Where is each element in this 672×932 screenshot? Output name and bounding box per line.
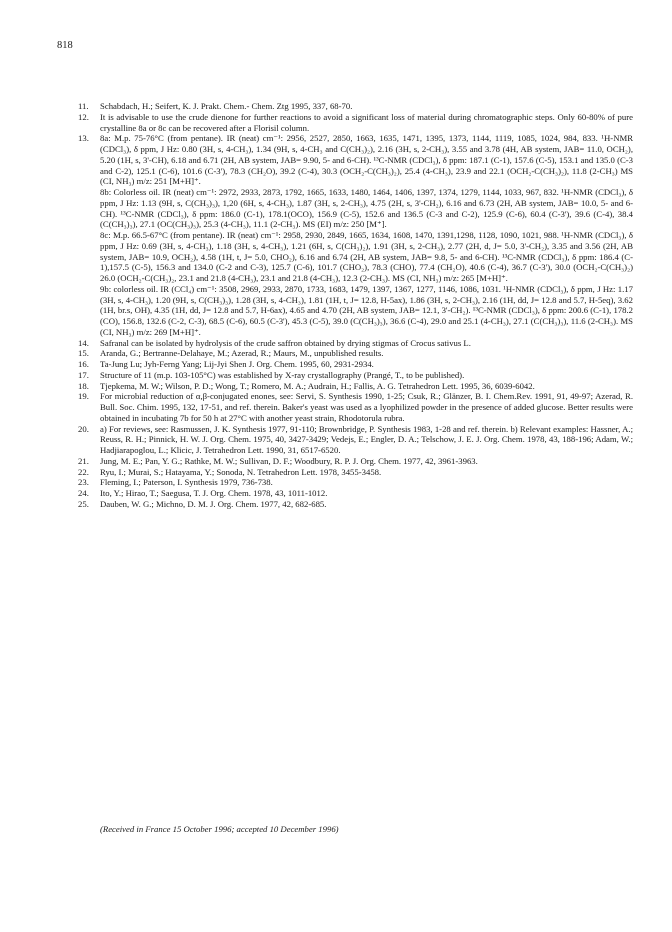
reference-number: 16. (78, 359, 89, 369)
reference-list (78, 101, 633, 510)
reference-paragraph: Jung, M. E.; Pan, Y. G.; Rathke, M. W.; Sullivan, D. F.; Woodbury, R. P. J. Org. Chem. 1977, 42, 3961-3963. (100, 455, 478, 466)
reference-number: 14. (78, 337, 89, 348)
reference-item (78, 424, 633, 456)
reference-number: 24. (78, 488, 89, 498)
reference-number: 17. (78, 369, 89, 380)
reference-text (100, 359, 633, 370)
reference-text (100, 381, 633, 392)
reference-paragraph: 9b: colorless oil. IR (CCl₄) cm⁻¹: 3508, 2969, 2933, 2870, 1733, 1683, 1479, 1397, 1367, 1277, 1146, 1086, 1031. ¹H-NMR (CDCl₃), δ ppm, J Hz: 1.17 (3H, s, 4-CH₃), 1.20 (9H, s, C(CH₃)₃), 1.28 (3H, s, 4-CH₃), 1.81 (1H, t, J= 12.8, H-5ax), 1.86 (3H, s, 2-CH₃), 2.16 (1H, dd, J= 12.8 and 5.7, H-5eq), 3.62 (1H, br.s, OH), 4.35 (1H, dd, J= 12.8 and 5.7, H-6ax), 4.65 and 4.70 (2H, AB system, JAB= 12.1, 3'-CH₂). ¹³C-NMR (CDCl₃), δ ppm: 200.6 (C-1), 178.2 (CO), 156.8, 132.6 (C-2, C-3), 68.5 (C-6), 60.5 (C-3'), 45.3 (C-5), 39.0 (C(CH₃)₃), 36.6 (C-4), 29.0 and 25.1 (4-CH₃), 27.1 (C(CH₃)₃), 11.6 (2-CH₃). MS (CI, NH₃) m/z: 269 [M+H]⁺. (100, 283, 633, 337)
reference-paragraph: Tjepkema, M. W.; Wilson, P. D.; Wong, T.; Romero, M. A.; Audrain, H.; Fallis, A. G. Tetrahedron Lett. 1995, 36, 6039-6042. (100, 380, 535, 391)
reference-text (100, 348, 633, 359)
reference-item (78, 477, 633, 488)
reference-number: 23. (78, 477, 89, 488)
reference-item (78, 338, 633, 349)
reference-paragraph: Aranda, G.; Bertranne-Delahaye, M.; Azerad, R.; Maurs, M., unpublished results. (100, 348, 384, 359)
reference-paragraph: a) For reviews, see: Rasmussen, J. K. Synthesis 1977, 91-110; Brownbridge, P. Synthesis 1983, 1-28 and ref. therein. b) Relevant examples: Hassner, A.; Reuss, R. H.; Pinnick, H. W. J. Org. Chem. 1975, 40, 3427-3429; Vedejs, E.; Engler, D. A.; Telschow, J. E. J. Org. Chem. 1978, 43, 188-196; Adam, W.; Hadjiarapoglou, L.; Klicic, J. Tetrahedron Lett. 1990, 31, 6517-6520. (100, 423, 633, 455)
reference-text (100, 467, 633, 478)
reference-item (78, 456, 633, 467)
reference-paragraph: Schabdach, H.; Seifert, K. J. Prakt. Chem.- Chem. Ztg 1995, 337, 68-70. (100, 101, 353, 111)
reference-text (100, 477, 633, 488)
reference-item (78, 467, 633, 478)
reference-paragraph: 8b: Colorless oil. IR (neat) cm⁻¹: 2972, 2933, 2873, 1792, 1665, 1633, 1480, 1464, 1406, 1397, 1374, 1279, 1144, 1033, 967, 832. ¹H-NMR (CDCl₃), δ ppm, J Hz: 1.13 (9H, s, C(CH₃)₃), 1,20 (6H, s, 4-CH₃), 1.87 (3H, s, 2-CH₃), 4.75 (2H, s, 3'-CH₂), 6.16 and 6.73 (2H, AB system, JAB= 10.0, 5- and 6-CH). ¹³C-NMR (CDCl₃), δ ppm: 186.0 (C-1), 178.1(OCO), 156.9 (C-5), 152.6 and 136.5 (C-3 and C-2), 125.9 (C-6), 60.4 (C-3'), 39.6 (C-4), 38.4 (C(CH₃)₃), 27.1 (OC(CH₃)₃), 25.3 (4-CH₃), 11.1 (2-CH₃). MS (EI) m/z: 250 [M⁺]. (100, 187, 633, 230)
reference-text (100, 338, 633, 349)
received-note: (Received in France 15 October 1996; accepted 10 December 1996) (100, 824, 339, 834)
reference-item (78, 391, 633, 423)
reference-item (78, 101, 633, 112)
reference-text (100, 499, 633, 510)
reference-paragraph: Ta-Jung Lu; Jyh-Ferng Yang; Lij-Jyi Shen J. Org. Chem. 1995, 60, 2931-2934. (100, 359, 374, 369)
reference-paragraph: Ryu, I.; Murai, S.; Hatayama, Y.; Sonoda, N. Tetrahedron Lett. 1978, 3455-3458. (100, 466, 382, 477)
reference-item (78, 381, 633, 392)
page-number: 818 (57, 40, 73, 51)
reference-paragraph: Fleming, I.; Paterson, I. Synthesis 1979, 736-738. (100, 477, 273, 488)
reference-number: 18. (78, 380, 89, 391)
reference-paragraph: Dauben, W. G.; Michno, D. M. J. Org. Chem. 1977, 42, 682-685. (100, 498, 327, 509)
reference-paragraph: For microbial reduction of α,β-conjugated enones, see: Servi, S. Synthesis 1990, 1-25; Csuk, R.; Glänzer, B. I. Chem.Rev. 1991, 91, 49-97; Azerad, R. Bull. Soc. Chim. 1995, 132, 17-51, and ref. therein. Baker's yeast was used as a lyophilized powder in the presence of added glucose. Better results were obtained in incubating 7b for 50 h at 27°C with another yeast strain, Rhodotorula rubra. (100, 391, 633, 423)
reference-text (100, 488, 633, 499)
reference-number: 21. (78, 455, 89, 466)
reference-number: 13. (78, 133, 89, 144)
reference-paragraph: 8c: M.p. 66.5-67°C (from pentane). IR (neat) cm⁻¹: 2958, 2930, 2849, 1665, 1634, 1608, 1470, 1391,1298, 1128, 1090, 1021, 988. ¹H-NMR (CDCl₃), δ ppm, J Hz: 0.69 (3H, s, 4-CH₃), 1.18 (3H, s, 4-CH₃), 1.21 (6H, s, C(CH₃)₂), 1.91 (3H, s, 2-CH₃), 2.77 (2H, d, J= 5.0, 3'-CH₂), 3.35 and 3.56 (2H, AB system, JAB= 10.9, OCH₂), 4.58 (1H, t, J= 5.0, CHO₂), 6.16 and 6.74 (2H, AB system, JAB= 9.8, 5- and 6-CH). ¹³C-NMR (CDCl₃), δ ppm: 186.4 (C-1),157.5 (C-5), 156.3 and 134.0 (C-2 and C-3), 125.7 (C-6), 101.7 (CHO₂), 78.3 (CHO), 77.4 (CH₂O), 40.6 (C-4), 36.7 (C-3'), 30.0 (OCH₂-C(CH₃)₂) 26.0 (OCH₂-C(CH₃)₂, 23.1 and 21.8 (4-CH₃), 23.1 and 21.8 (4-CH₃), 12.3 (2-CH₃). MS (CI, NH₃) m/z: 265 [M+H]⁺. (100, 230, 633, 283)
reference-item (78, 488, 633, 499)
reference-paragraph: Safranal can be isolated by hydrolysis of the crude saffron obtained by drying stigmas of Crocus sativus L. (100, 337, 471, 348)
reference-number: 22. (78, 466, 89, 477)
reference-paragraph: Ito, Y.; Hirao, T.; Saegusa, T. J. Org. Chem. 1978, 43, 1011-1012. (100, 488, 328, 498)
reference-paragraph: Structure of 11 (m.p. 103-105°C) was established by X-ray crystallography (Prangé, T., to be published). (100, 369, 465, 380)
reference-number: 19. (78, 391, 89, 402)
reference-text (100, 424, 633, 456)
reference-number: 12. (78, 111, 89, 122)
reference-item (78, 499, 633, 510)
reference-number: 15. (78, 348, 89, 359)
reference-text (100, 112, 633, 134)
reference-item (78, 348, 633, 359)
reference-number: 25. (78, 498, 89, 509)
reference-text (100, 456, 633, 467)
reference-item (78, 133, 633, 337)
reference-item (78, 370, 633, 381)
reference-text (100, 101, 633, 112)
reference-text (100, 133, 633, 337)
reference-paragraph: 8a: M.p. 75-76°C (from pentane). IR (neat) cm⁻¹: 2956, 2527, 2850, 1663, 1635, 1471, 1395, 1373, 1144, 1119, 1085, 1024, 984, 833. ¹H-NMR (CDCl₃), δ ppm, J Hz: 0.80 (3H, s, 4-CH₃), 1.34 (9H, s, 4-CH₃ and C(CH₃)₂), 2.16 (3H, s, 2-CH₃), 3.55 and 3.78 (4H, AB system, JAB= 11.0, OCH₂), 5.20 (1H, s, 3'-CH), 6.18 and 6.71 (2H, AB system, JAB= 9.90, 5- and 6-CH). ¹³C-NMR (CDCl₃), δ ppm: 187.1 (C-1), 157.6 (C-5), 153.1 and 135.0 (C-3 and C-2), 125.1 (C-6), 101.6 (C-3'), 78.3 (CH₂O), 39.2 (C-4), 30.3 (OCH₂-C(CH₃)₂), 25.4 (4-CH₃), 23.9 and 22.1 (OCH₂-C(CH₃)₂), 11.8 (2-CH₃) MS (CI, NH₃) m/z: 251 [M+H]⁺. (100, 133, 633, 187)
reference-text (100, 391, 633, 423)
reference-text (100, 370, 633, 381)
reference-number: 11. (78, 101, 89, 111)
reference-item (78, 359, 633, 370)
reference-number: 20. (78, 423, 89, 434)
reference-item (78, 112, 633, 134)
reference-paragraph: It is advisable to use the crude dienone for further reactions to avoid a significant loss of material during chromatographic steps. Only 60-80% of pure crystalline 8a or 8c can be recovered after a Florisil column. (100, 111, 633, 133)
